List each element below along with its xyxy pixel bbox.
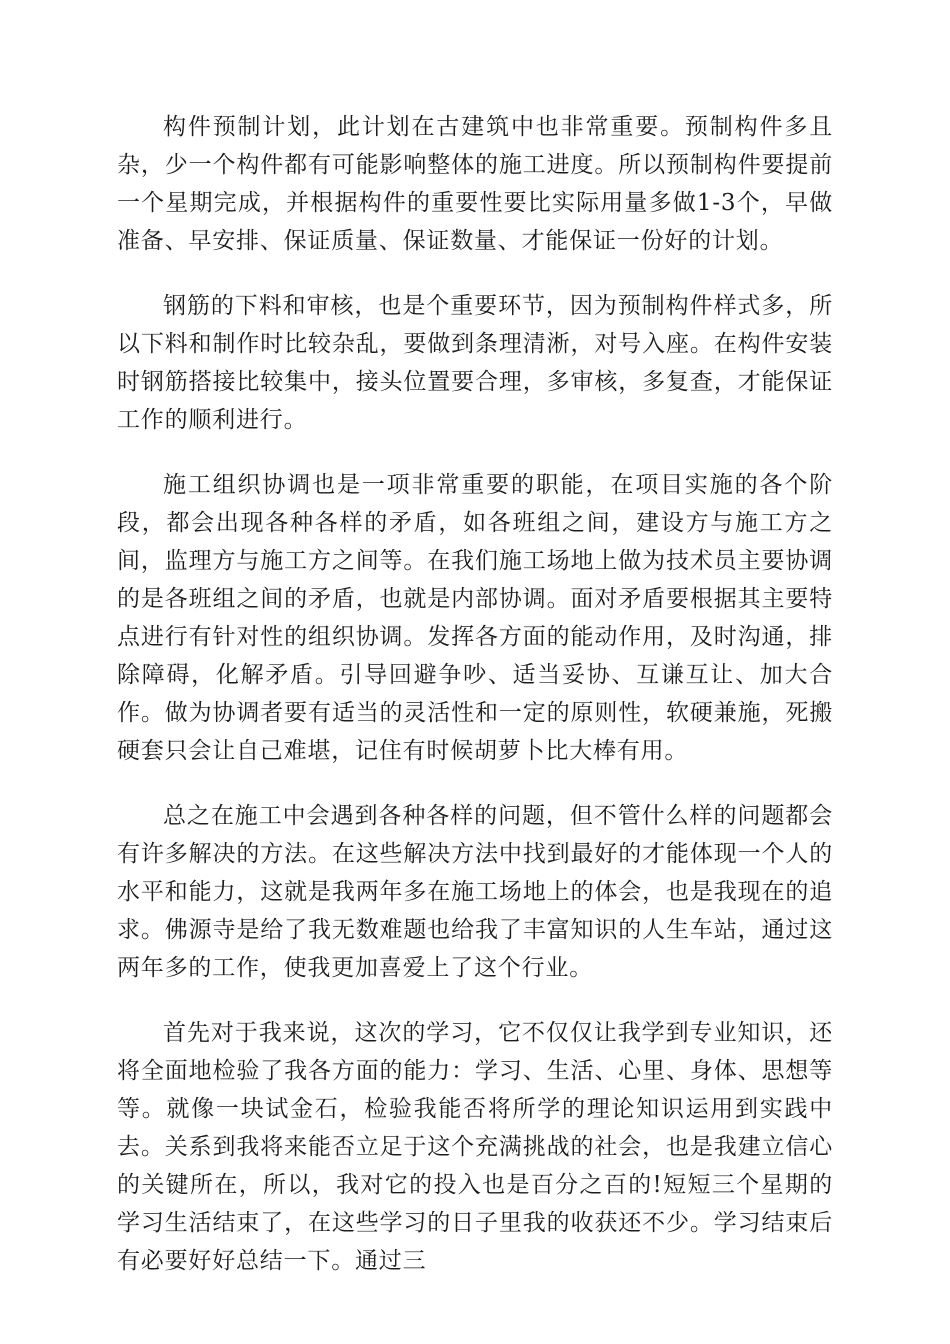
paragraph-learning: 首先对于我来说，这次的学习，它不仅仅让我学到专业知识，还将全面地检验了我各方面的能力：学习、生活、心里、身体、思想等等。就像一块试金石，检验我能否将所学的理论知识运用到实践中去。关系到我将来能否立足于这个充满挑战的社会，也是我建立信心的关键所在，所以，我对它的投入也是百分之百的!短短三个星期的学习生活结束了，在这些学习的日子里我的收获还不少。学习结束后有必要好好总结一下。通过三 [117,1020,833,1274]
paragraph-precast-plan: 构件预制计划，此计划在古建筑中也非常重要。预制构件多且杂，少一个构件都有可能影响整体的施工进度。所以预制构件要提前一个星期完成，并根据构件的重要性要比实际用量多做1-3个，早做准备、早安排、保证质量、保证数量、才能保证一份好的计划。 [117,114,833,254]
paragraph-coordination: 施工组织协调也是一项非常重要的职能，在项目实施的各个阶段，都会出现各种各样的矛盾，如各班组之间，建设方与施工方之间，监理方与施工方之间等。在我们施工场地上做为技术员主要协调的是各班组之间的矛盾，也就是内部协调。面对矛盾要根据其主要特点进行有针对性的组织协调。发挥各方面的能动作用，及时沟通，排除障碍，化解矛盾。引导回避争吵、适当妥协、互谦互让、加大合作。做为协调者要有适当的灵活性和一定的原则性，软硬兼施，死搬硬套只会让自己难堪，记住有时候胡萝卜比大棒有用。 [117,472,833,764]
document-body [117,108,833,1307]
paragraph-rebar-review: 钢筋的下料和审核，也是个重要环节，因为预制构件样式多，所以下料和制作时比较杂乱，要做到条理清淅，对号入座。在构件安装时钢筋搭接比较集中，接头位置要合理，多审核，多复查，才能保证工作的顺利进行。 [117,293,833,433]
paragraph-summary: 总之在施工中会遇到各种各样的问题，但不管什么样的问题都会有许多解决的方法。在这些解决方法中找到最好的才能体现一个人的水平和能力，这就是我两年多在施工场地上的体会，也是我现在的追求。佛源寺是给了我无数难题也给我了丰富知识的人生车站，通过这两年多的工作，使我更加喜爱上了这个行业。 [117,803,833,981]
